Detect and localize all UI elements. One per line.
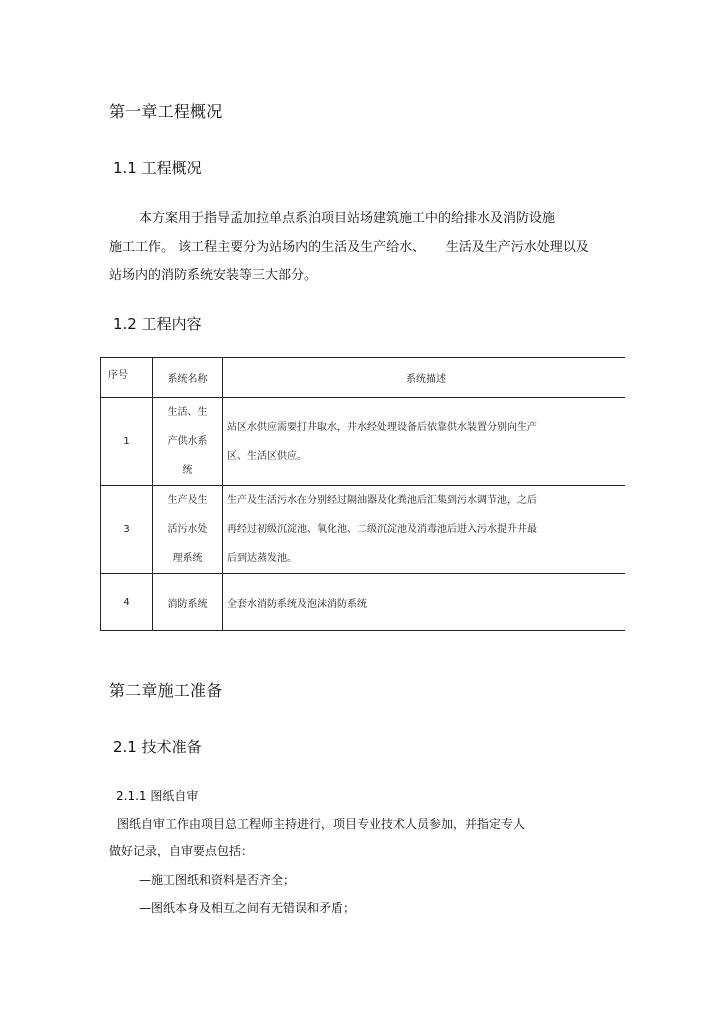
section-1-1-title: 1.1 工程概况: [113, 159, 202, 177]
section-2-1-title: 2.1 技术准备: [113, 738, 202, 756]
table-row: [101, 486, 626, 574]
project-content-table: [100, 357, 625, 631]
header-system-desc: 系统描述: [223, 358, 626, 398]
row-system-desc: [223, 486, 626, 574]
paragraph-line: 图纸自审工作由项目总工程师主持进行，项目专业技术人员参加，并指定专人: [117, 817, 526, 831]
subsection-2-1-1-title: 2.1.1 图纸自审: [116, 789, 199, 803]
paragraph-line: 施工工作。 该工程主要分为站场内的生活及生产给水、 生活及生产污水处理以及: [109, 240, 589, 255]
table-row: [101, 398, 626, 486]
section-1-2-title: 1.2 工程内容: [113, 315, 202, 333]
desc-line: 再经过初级沉淀池、氧化池、二级沉淀池及消毒池后进入污水提升井最: [227, 524, 537, 535]
paragraph-line: 站场内的消防系统安装等三大部分。: [109, 268, 318, 283]
desc-line: 生产及生活污水在分别经过隔油器及化粪池后汇集到污水调节池，之后: [227, 495, 537, 506]
row-system-desc: [223, 398, 626, 486]
checklist-item: —图纸本身及相互之间有无错误和矛盾；: [139, 901, 356, 915]
desc-line: 全套水消防系统及泡沫消防系统: [227, 598, 367, 610]
name-line: 生活、生: [167, 407, 208, 418]
table-header-row: [101, 358, 626, 398]
table-row: [101, 574, 626, 631]
name-line: 消防系统: [167, 598, 208, 610]
row-no: 1: [101, 398, 153, 486]
name-line: 理系统: [172, 553, 203, 564]
name-line: 统: [182, 465, 193, 476]
row-system-desc: [223, 574, 626, 631]
name-line: 产供水系: [167, 436, 208, 447]
desc-line: 站区水供应需要打井取水，井水经处理设备后依靠供水装置分别向生产: [227, 421, 537, 433]
name-line: 生产及生: [167, 495, 208, 506]
row-system-name: [153, 486, 223, 574]
paragraph-line: 做好记录，自审要点包括：: [109, 844, 254, 858]
header-no: 序号: [101, 358, 153, 398]
header-system-name: 系统名称: [153, 358, 223, 398]
chapter-2-title: 第二章施工准备: [109, 681, 223, 700]
chapter-1-title: 第一章工程概况: [109, 102, 223, 121]
row-system-name: [153, 574, 223, 631]
row-system-name: [153, 398, 223, 486]
row-no: 3: [101, 486, 153, 574]
desc-line: 后到达蒸发池。: [227, 553, 297, 564]
checklist-item: —施工图纸和资料是否齐全；: [139, 873, 296, 887]
row-no: 4: [101, 574, 153, 631]
paragraph-line: 本方案用于指导孟加拉单点系泊项目站场建筑施工中的给排水及消防设施: [139, 211, 556, 226]
name-line: 活污水处: [167, 524, 208, 535]
desc-line: 区、生活区供应。: [227, 450, 307, 462]
